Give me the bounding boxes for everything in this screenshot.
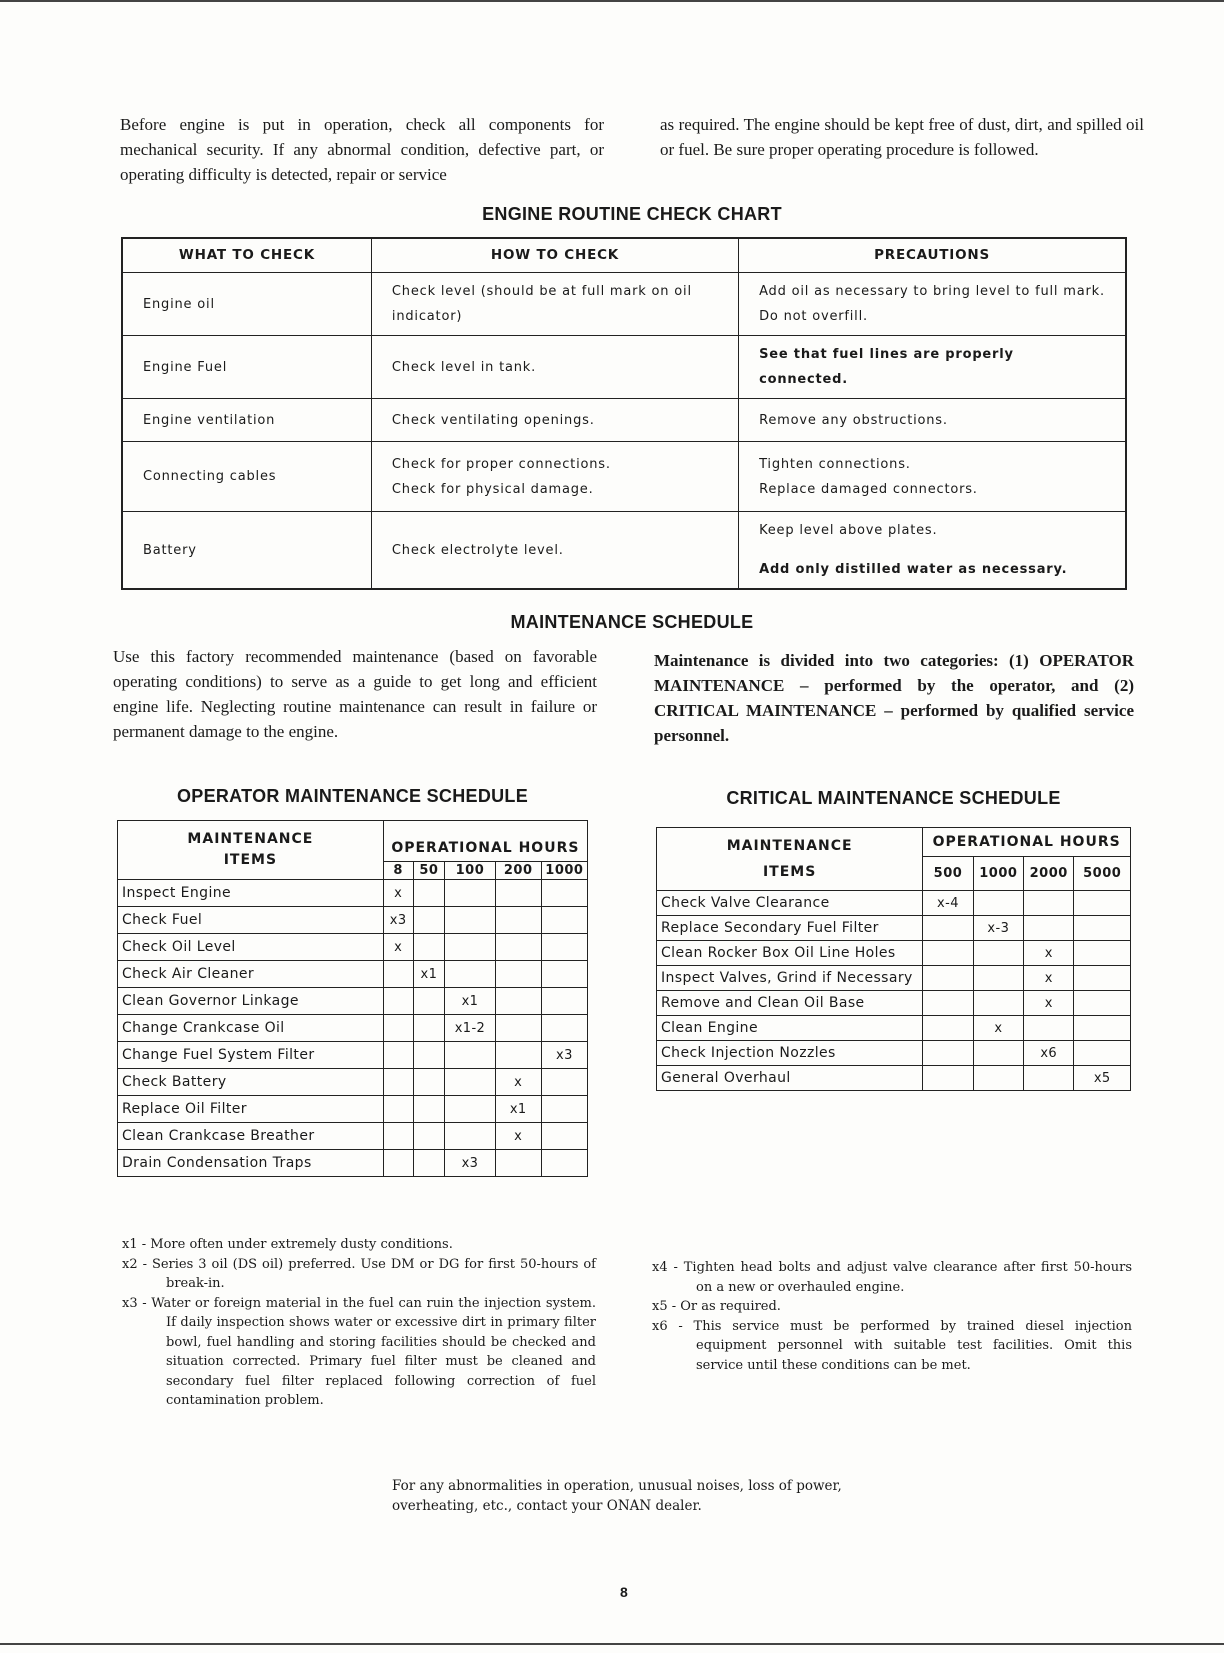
hours-5000: 5000 [1074,857,1131,891]
hours-8: 8 [383,862,413,880]
hours-mark-cell [541,1069,587,1096]
header-what-to-check: WHAT TO CHECK [122,238,371,273]
hours-mark-cell [923,1066,973,1091]
hours-mark-cell [923,916,973,941]
table-row [657,891,1131,916]
hours-100: 100 [445,862,495,880]
table-row [118,1015,588,1042]
critical-items-header [657,828,923,891]
hours-mark-cell [1074,966,1131,991]
item-cell: Inspect Valves, Grind if Necessary [657,966,923,991]
item-cell: Change Crankcase Oil [118,1015,384,1042]
check-chart-header-row [122,238,1126,273]
hours-mark-cell [445,1096,495,1123]
intro-left-paragraph: Before engine is put in operation, check all components for mechanical security. If any abnormal condition, defective part, or operating difficulty is detected, repair or service [120,115,604,184]
hours-mark-cell [541,880,587,907]
item-cell: Replace Secondary Fuel Filter [657,916,923,941]
hours-mark-cell [495,880,541,907]
hours-mark-cell [383,988,413,1015]
hours-mark-cell [495,1150,541,1177]
hours-mark-cell [413,880,445,907]
maintenance-title: MAINTENANCE SCHEDULE [510,612,754,632]
check-chart-title: ENGINE ROUTINE CHECK CHART [482,204,782,224]
critical-maintenance-table [656,827,1131,1091]
precautions-cell [739,442,1126,512]
hours-mark-cell [973,1041,1023,1066]
hours-mark-cell [383,1123,413,1150]
how-cell: Check ventilating openings. [371,399,738,442]
hours-mark-cell [445,1069,495,1096]
table-row [118,1096,588,1123]
hours-mark-cell [1074,941,1131,966]
operator-hours-header: OPERATIONAL HOURS [383,821,587,862]
header-how-to-check: HOW TO CHECK [371,238,738,273]
hours-mark-cell [1024,891,1074,916]
hours-mark-cell [541,961,587,988]
hours-mark-cell [1074,991,1131,1016]
how-cell: Check electrolyte level. [371,512,738,590]
header-line: MAINTENANCE [187,831,314,847]
precautions-line: Replace damaged connectors. [759,481,978,497]
check-chart-row [122,399,1126,442]
hours-mark-cell [383,1042,413,1069]
header-line: MAINTENANCE [726,838,853,854]
hours-mark-cell: x [495,1123,541,1150]
item-cell: Check Injection Nozzles [657,1041,923,1066]
hours-mark-cell [495,907,541,934]
footnote: x2 - Series 3 oil (DS oil) preferred. Use DM or DG for first 50-hours of break-in. [122,1256,596,1291]
precautions-line: Keep level above plates. [759,523,938,538]
hours-mark-cell [973,991,1023,1016]
table-row [657,916,1131,941]
precautions-cell: See that fuel lines are properly connected. [739,336,1126,399]
item-cell: Check Valve Clearance [657,891,923,916]
footnote: x5 - Or as required. [652,1299,781,1314]
hours-mark-cell [445,961,495,988]
header-precautions: PRECAUTIONS [739,238,1126,273]
hours-mark-cell: x1-2 [445,1015,495,1042]
what-cell: Connecting cables [122,442,371,512]
operator-schedule-title: OPERATOR MAINTENANCE SCHEDULE [176,786,529,806]
hours-mark-cell [923,966,973,991]
table-row [118,934,588,961]
how-cell [371,442,738,512]
item-cell: Change Fuel System Filter [118,1042,384,1069]
hours-mark-cell [1074,1041,1131,1066]
footnote: x4 - Tighten head bolts and adjust valve clearance after first 50-hours on a new or overhauled engine. [652,1260,1132,1295]
hours-mark-cell [541,1096,587,1123]
hours-mark-cell: x [973,1016,1023,1041]
top-rule [0,0,1224,2]
check-chart-row [122,273,1126,336]
operator-maintenance-table [117,820,588,1177]
hours-mark-cell [923,1016,973,1041]
item-cell: Replace Oil Filter [118,1096,384,1123]
hours-mark-cell [445,1042,495,1069]
hours-mark-cell [383,1096,413,1123]
hours-mark-cell [1024,916,1074,941]
hours-2000: 2000 [1024,857,1074,891]
header-line: ITEMS [762,864,817,880]
hours-mark-cell: x [495,1069,541,1096]
item-cell: Check Air Cleaner [118,961,384,988]
footnotes-left [122,1235,596,1411]
hours-mark-cell [1074,1016,1131,1041]
hours-mark-cell [495,1015,541,1042]
what-cell: Battery [122,512,371,590]
hours-mark-cell [413,988,445,1015]
table-row [118,1042,588,1069]
hours-mark-cell: x3 [541,1042,587,1069]
hours-mark-cell: x [1024,941,1074,966]
hours-mark-cell [541,1123,587,1150]
hours-mark-cell: x [1024,991,1074,1016]
hours-mark-cell [541,1015,587,1042]
hours-mark-cell [413,907,445,934]
item-cell: Drain Condensation Traps [118,1150,384,1177]
check-chart-row [122,336,1126,399]
hours-mark-cell [1074,916,1131,941]
how-line: Check for physical damage. [391,481,594,497]
hours-mark-cell [541,988,587,1015]
intro-right-paragraph: as required. The engine should be kept free of dust, dirt, and spilled oil or fuel. Be sure proper operating procedure is followed. [660,115,1144,159]
table-row [657,966,1131,991]
item-cell: Clean Governor Linkage [118,988,384,1015]
item-cell: Remove and Clean Oil Base [657,991,923,1016]
item-cell: Inspect Engine [118,880,384,907]
what-cell: Engine ventilation [122,399,371,442]
table-row [657,1066,1131,1091]
hours-500: 500 [923,857,973,891]
table-row [657,991,1131,1016]
operator-items-header [118,821,384,880]
what-cell: Engine oil [122,273,371,336]
item-cell: Clean Engine [657,1016,923,1041]
footnote: x6 - This service must be performed by trained diesel injection equipment personnel with suitable test facilities. Omit this service until these conditions can be met. [652,1318,1132,1373]
hours-mark-cell: x3 [445,1150,495,1177]
critical-schedule-title: CRITICAL MAINTENANCE SCHEDULE [726,788,1061,808]
hours-mark-cell [413,934,445,961]
hours-mark-cell: x1 [445,988,495,1015]
hours-50: 50 [413,862,445,880]
hours-mark-cell [413,1096,445,1123]
item-cell: Clean Rocker Box Oil Line Holes [657,941,923,966]
hours-mark-cell [1024,1016,1074,1041]
footnote: x3 - Water or foreign material in the fuel can ruin the injection system. If daily inspection shows water or excessive dirt in primary filter bowl, fuel handling and storing facilities should be checked and situation corrected. Primary fuel filter must be cleaned and secondary fuel filter replaced following correction of fuel contamination problem. [122,1295,596,1408]
hours-mark-cell [1074,891,1131,916]
hours-mark-cell: x1 [413,961,445,988]
maintenance-right-paragraph: Maintenance is divided into two categories: (1) OPERATOR MAINTENANCE – performed by the operator, and (2) CRITICAL MAINTENANCE – performed by qualified service personnel. [654,651,1134,745]
hours-mark-cell [445,880,495,907]
hours-mark-cell: x1 [495,1096,541,1123]
table-row [118,1123,588,1150]
table-row [657,941,1131,966]
item-cell: Check Battery [118,1069,384,1096]
hours-mark-cell: x [383,934,413,961]
table-row [118,988,588,1015]
hours-mark-cell [413,1069,445,1096]
hours-mark-cell [445,907,495,934]
item-cell: Check Oil Level [118,934,384,961]
what-cell: Engine Fuel [122,336,371,399]
table-row [118,880,588,907]
bottom-rule [0,1643,1224,1645]
how-cell: Check level (should be at full mark on oil indicator) [371,273,738,336]
table-row [118,961,588,988]
hours-mark-cell [495,961,541,988]
hours-1000: 1000 [541,862,587,880]
page-number: 8 [620,1584,628,1600]
engine-routine-check-chart [121,237,1127,590]
hours-mark-cell [495,934,541,961]
hours-mark-cell [383,961,413,988]
hours-mark-cell [973,1066,1023,1091]
check-chart-row [122,442,1126,512]
how-cell: Check level in tank. [371,336,738,399]
hours-mark-cell [923,941,973,966]
hours-mark-cell [413,1015,445,1042]
hours-mark-cell: x [1024,966,1074,991]
hours-mark-cell [541,1150,587,1177]
precautions-cell [739,512,1126,590]
table-row [118,907,588,934]
how-line: Check for proper connections. [391,456,611,472]
hours-mark-cell [923,991,973,1016]
hours-mark-cell [383,1069,413,1096]
hours-mark-cell: x6 [1024,1041,1074,1066]
hours-mark-cell [923,1041,973,1066]
precautions-cell: Remove any obstructions. [739,399,1126,442]
hours-mark-cell [413,1123,445,1150]
item-cell: General Overhaul [657,1066,923,1091]
hours-mark-cell [495,1042,541,1069]
hours-mark-cell: x5 [1074,1066,1131,1091]
precautions-line: Tighten connections. [759,456,911,472]
hours-mark-cell [973,941,1023,966]
table-row [118,1150,588,1177]
hours-mark-cell: x [383,880,413,907]
item-cell: Check Fuel [118,907,384,934]
table-row [118,1069,588,1096]
hours-200: 200 [495,862,541,880]
hours-mark-cell [383,1150,413,1177]
hours-1000: 1000 [973,857,1023,891]
hours-mark-cell [383,1015,413,1042]
hours-mark-cell [495,988,541,1015]
hours-mark-cell [445,934,495,961]
item-cell: Clean Crankcase Breather [118,1123,384,1150]
hours-mark-cell [541,907,587,934]
hours-mark-cell [445,1123,495,1150]
hours-mark-cell: x-3 [973,916,1023,941]
closing-note: For any abnormalities in operation, unusual noises, loss of power, overheating, etc., contact your ONAN dealer. [392,1478,842,1514]
critical-header-row [657,828,1131,857]
hours-mark-cell [1024,1066,1074,1091]
table-row [657,1041,1131,1066]
hours-mark-cell [541,934,587,961]
critical-hours-header: OPERATIONAL HOURS [923,828,1131,857]
hours-mark-cell [973,891,1023,916]
footnote: x1 - More often under extremely dusty conditions. [122,1237,453,1252]
hours-mark-cell [413,1150,445,1177]
table-row [657,1016,1131,1041]
header-line: ITEMS [223,852,278,868]
hours-mark-cell [973,966,1023,991]
operator-header-row [118,821,588,862]
precautions-line: Add only distilled water as necessary. [759,562,1068,577]
hours-mark-cell: x3 [383,907,413,934]
footnotes-right [652,1258,1132,1375]
maintenance-left-paragraph: Use this factory recommended maintenance (based on favorable operating conditions) to serve as a guide to get long and efficient engine life. Neglecting routine maintenance can result in failure or permanent damage to the engine. [113,647,597,741]
check-chart-row [122,512,1126,590]
hours-mark-cell: x-4 [923,891,973,916]
precautions-cell: Add oil as necessary to bring level to full mark. Do not overfill. [739,273,1126,336]
hours-mark-cell [413,1042,445,1069]
